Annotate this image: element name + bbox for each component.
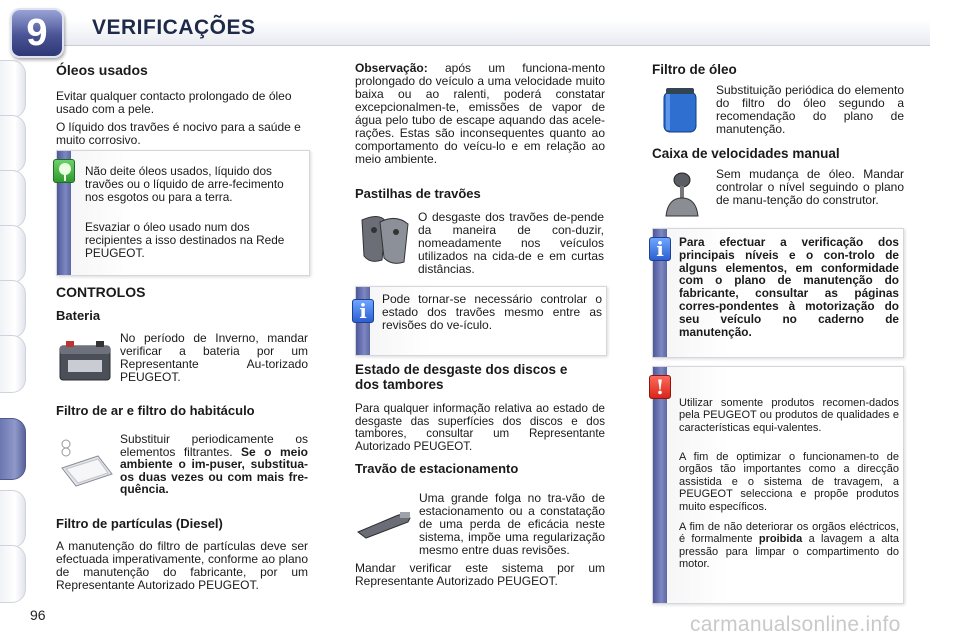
observacao-body: após um funciona-mento prolongado do veículo a uma velocidade muito baixa ou ao ralenti, poderá constatar excepcionalmen-te, emissões de vapor de água pelo tubo de escape aquando das acele-rações. Estas são inconsequentes quanto ao comportamento do veícu-lo e em relação ao meio ambiente. [355,61,605,166]
section-title-caixa: Caixa de velocidades manual [652,146,840,161]
chapter-tab[interactable] [0,225,26,283]
section-title-controlos: CONTROLOS [56,284,146,300]
chapter-tab[interactable] [0,335,26,393]
environment-note [56,150,310,276]
travao-text [355,492,605,588]
brake-pads-illustration [356,212,414,268]
tree-icon [53,159,75,183]
environment-note-p2: Esvaziar o óleo usado num dos recipientes a isso destinados na Rede PEUGEOT. [85,220,285,260]
oleos-paragraph-2: O líquido dos travões é nocivo para a saúde e muito corrosivo. [56,120,301,147]
observacao-text [355,62,605,166]
page-title: VERIFICAÇÕES [92,16,256,39]
section-title-bateria: Bateria [56,308,101,323]
warning-note-p2: A fim de optimizar o funcionamen-to de orgãos tão importantes como a direcção assistida e o sistema de travagem, a PEUGEOT selecciona e propõe produtos muito específicos. [679,451,899,513]
caixa-text: Sem mudança de óleo. Mandar controlar o nível seguindo o plano de manu-tenção do construtor. [716,167,904,207]
watermark: carmanualsonline.info [690,613,901,636]
page-header [0,0,960,54]
oil-filter-illustration [660,86,700,136]
warning-note-p3-bold: proibida [758,533,803,546]
filtro-ar-text [120,433,308,496]
brakes-info-note [355,286,607,356]
chapter-tab[interactable] [0,115,26,173]
chapter-badge: 9 [10,8,64,58]
pastilhas-text: O desgaste dos travões de-pende da maneira de con-duzir, nomeadamente nos veículos utilizados na cida-de e em curtas distâncias. [418,210,604,276]
section-title-filtro-ar: Filtro de ar e filtro do habitáculo [56,403,255,418]
warning-note [652,366,904,604]
chapter-tab[interactable] [0,60,26,118]
warning-note-p1: Utilizar somente produtos recomen-dados pela PEUGEOT ou produtos de qualidades e características equi-valentes. [679,397,899,434]
chapter-tab[interactable] [0,545,26,603]
info-icon: i [352,299,374,323]
warning-note-p3 [679,521,899,571]
battery-illustration [58,336,114,384]
info-icon: i [649,237,671,261]
desgaste-text: Para qualquer informação relativa ao estado de desgaste das superfícies dos discos e dos tambores, consultar um Representante Autorizado PEUGEOT. [355,402,605,453]
section-title-filtro-oleo: Filtro de óleo [652,62,737,77]
chapter-tab[interactable] [0,280,26,338]
chapter-tab-strip [0,0,40,640]
chapter-tab[interactable] [0,170,26,228]
chapter-tab-active[interactable] [0,418,26,480]
brakes-info-text: Pode tornar-se necessário controlar o estado dos travões mesmo entre as revisões do ve-ículo. [382,292,602,332]
chapter-tab[interactable] [0,490,26,548]
filtro-oleo-text: Substituição periódica do elemento do filtro do óleo segundo a recomendação do plano de manutenção. [716,83,904,136]
section-title-desgaste: Estado de desgaste dos discos e dos tambores [355,362,568,392]
maintenance-info-note [652,228,904,358]
bateria-text: No período de Inverno, mandar verificar a bateria por um Representante Au-torizado PEUGEOT. [120,331,308,384]
travao-paragraph-1: Uma grande folga no tra-vão de estacionamento ou a constatação de uma perda de eficácia neste sistema, impõe uma regularização mesmo entre duas revisões. [419,491,605,557]
filtro-ar-text-b: Se o meio ambiente o im-puser, substitua-os duas vezes ou com mais fre-quência. [120,444,308,496]
gearbox-illustration [660,170,704,222]
exclamation-icon: ! [649,375,671,399]
particulas-text: A manutenção do filtro de partículas deve ser efectuada imperativamente, conforme ao plano de manutenção do fabricante, por um Representante Autorizado PEUGEOT. [56,539,308,592]
filtro-ar-text-a: Substituir periodicamente os elementos filtrantes. [120,432,308,459]
section-title-pastilhas: Pastilhas de travões [355,186,481,201]
note-stripe [653,367,667,603]
column-1 [56,62,310,147]
warning-note-p3-b: a lavagem a alta pressão para limpar o compartimento do motor. [679,533,900,571]
section-title-particulas: Filtro de partículas (Diesel) [56,516,223,531]
page-number: 96 [30,607,46,623]
warning-note-p3-a: A fim de não deteriorar os orgãos eléctricos, é formalmente [679,521,899,546]
maintenance-info-text: Para efectuar a verificação dos principais níveis e o con-trolo de alguns elementos, em conformidade com o plano de manutenção do fabricante, consultar as páginas corres-pondentes à motorização do seu veículo no caderno de manutenção. [679,235,899,339]
observacao-label: Observação: [355,61,428,75]
section-title-travao: Travão de estacionamento [355,461,519,476]
travao-paragraph-2: Mandar verificar este sistema por um Representante Autorizado PEUGEOT. [355,561,605,588]
air-filter-illustration [58,438,116,488]
environment-note-p1: Não deite óleos usados, líquido dos travões ou o líquido de arre-fecimento nos esgotos ou para a terra. [85,164,284,204]
column-1-controls [56,284,310,323]
section-title-oleos: Óleos usados [56,62,148,78]
oleos-paragraph-1: Evitar qualquer contacto prolongado de óleo usado com a pele. [56,89,292,116]
